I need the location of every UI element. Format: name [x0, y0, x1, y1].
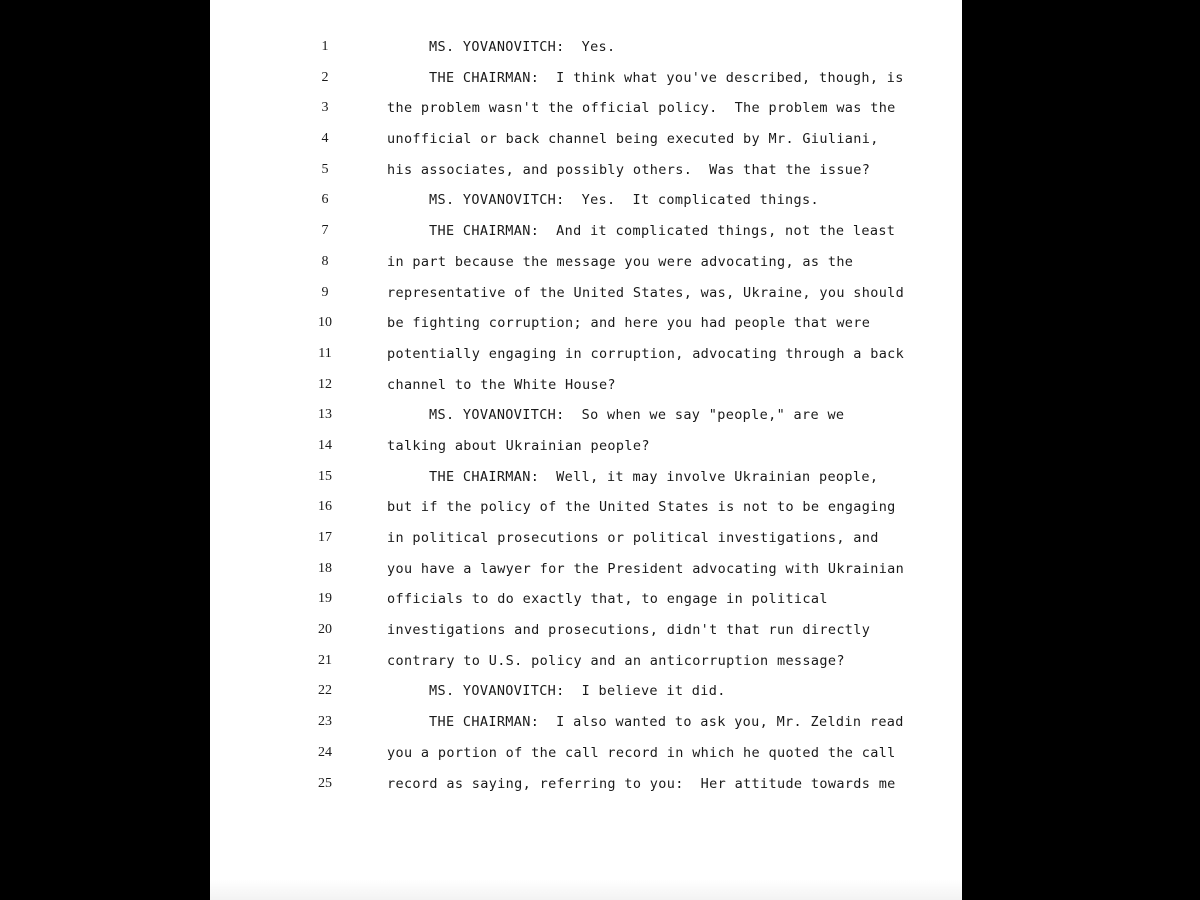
- transcript-line: [210, 278, 962, 309]
- transcript-line: [210, 185, 962, 216]
- line-text: his associates, and possibly others. Was that the issue?: [387, 161, 871, 178]
- line-number: 23: [318, 714, 332, 730]
- line-number: 8: [321, 253, 329, 269]
- line-text: MS. YOVANOVITCH: Yes. It complicated things.: [429, 192, 819, 209]
- line-text: officials to do exactly that, to engage in political: [387, 591, 828, 608]
- transcript-line: [210, 523, 962, 554]
- line-text: in political prosecutions or political investigations, and: [387, 530, 879, 546]
- line-text: in part because the message you were advocating, as the: [387, 253, 854, 270]
- line-number: 19: [318, 591, 332, 607]
- transcript-line: [210, 584, 962, 615]
- line-text: contrary to U.S. policy and an anticorruption message?: [387, 652, 845, 669]
- transcript-page: [210, 0, 962, 900]
- line-text: you have a lawyer for the President advocating with Ukrainian: [387, 560, 905, 577]
- line-text: MS. YOVANOVITCH: Yes.: [429, 39, 616, 55]
- transcript-line: [210, 124, 962, 155]
- transcript-line: [210, 339, 962, 370]
- transcript-line: [210, 370, 962, 401]
- line-text: but if the policy of the United States is not to be engaging: [387, 499, 896, 516]
- line-number: 24: [318, 744, 332, 760]
- transcript-body: [210, 32, 962, 799]
- line-text: THE CHAIRMAN: And it complicated things, not the least: [429, 223, 896, 240]
- line-number: 4: [321, 131, 329, 147]
- line-text: you a portion of the call record in which he quoted the call: [387, 744, 896, 761]
- line-number: 22: [318, 683, 332, 699]
- line-number: 10: [318, 315, 332, 331]
- transcript-line: [210, 32, 962, 63]
- transcript-line: [210, 400, 962, 431]
- line-number: 21: [318, 652, 332, 668]
- line-number: 9: [321, 284, 329, 300]
- line-text: potentially engaging in corruption, advocating through a back: [387, 345, 905, 362]
- line-text: unofficial or back channel being executed by Mr. Giuliani,: [387, 131, 879, 148]
- transcript-line: [210, 554, 962, 585]
- transcript-line: [210, 769, 962, 800]
- line-text: THE CHAIRMAN: I also wanted to ask you, Mr. Zeldin read: [429, 714, 904, 731]
- line-text: channel to the White House?: [387, 376, 616, 393]
- line-number: 25: [318, 775, 332, 791]
- line-text: MS. YOVANOVITCH: I believe it did.: [429, 683, 726, 700]
- transcript-line: [210, 492, 962, 523]
- transcript-line: [210, 247, 962, 278]
- transcript-line: [210, 676, 962, 707]
- line-number: 11: [318, 345, 332, 361]
- line-number: 13: [318, 407, 332, 423]
- line-number: 7: [321, 223, 329, 239]
- line-number: 5: [321, 161, 329, 177]
- line-number: 16: [318, 499, 332, 515]
- line-text: investigations and prosecutions, didn't that run directly: [387, 622, 871, 639]
- page-edge-shadow: [210, 880, 962, 900]
- line-number: 14: [318, 437, 332, 453]
- transcript-line: [210, 216, 962, 247]
- line-number: 1: [321, 39, 329, 54]
- line-number: 15: [318, 468, 332, 484]
- line-text: THE CHAIRMAN: Well, it may involve Ukrainian people,: [429, 468, 879, 485]
- line-text: be fighting corruption; and here you had people that were: [387, 315, 871, 332]
- line-text: MS. YOVANOVITCH: So when we say "people," are we: [429, 407, 845, 424]
- transcript-line: [210, 738, 962, 769]
- line-text: talking about Ukrainian people?: [387, 437, 650, 454]
- transcript-line: [210, 93, 962, 124]
- transcript-line: [210, 462, 962, 493]
- line-number: 18: [318, 560, 332, 576]
- transcript-line: [210, 63, 962, 94]
- line-number: 20: [318, 622, 332, 638]
- transcript-line: [210, 155, 962, 186]
- line-text: the problem wasn't the official policy. The problem was the: [387, 100, 896, 117]
- transcript-line: [210, 646, 962, 677]
- line-number: 17: [318, 530, 332, 545]
- line-number: 12: [318, 376, 332, 392]
- transcript-line: [210, 615, 962, 646]
- line-number: 6: [321, 192, 329, 208]
- line-text: THE CHAIRMAN: I think what you've described, though, is: [429, 69, 904, 86]
- line-text: representative of the United States, was, Ukraine, you should: [387, 284, 905, 301]
- transcript-line: [210, 431, 962, 462]
- line-text: record as saying, referring to you: Her attitude towards me: [387, 775, 896, 792]
- transcript-line: [210, 707, 962, 738]
- transcript-line: [210, 308, 962, 339]
- line-number: 3: [321, 100, 329, 116]
- line-number: 2: [321, 69, 329, 85]
